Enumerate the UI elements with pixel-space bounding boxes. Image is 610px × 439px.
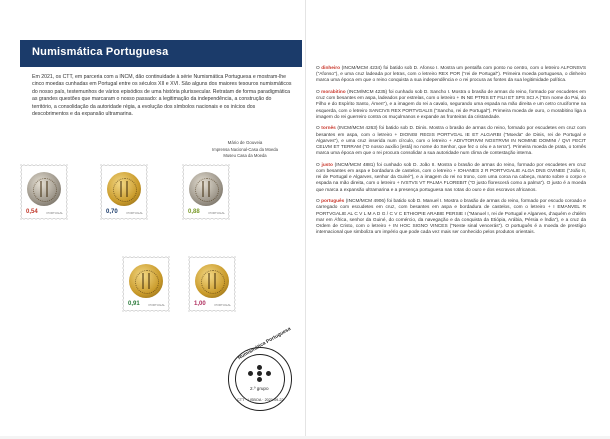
coin-image [195,264,229,298]
coin-name: tornês [321,126,336,132]
stamp-tornes [184,166,228,218]
coin-image [189,172,223,206]
coin-text: (INCM/MCM 4263) foi batido sob D. Dinis. Mostra o brasão de armas do reino, formado por escudetes em cruz com besantes em aspa, com o letreiro + DIONISI REGIS PORTVGAL IE ET ALGARBI ("Moeda" de Dinis, rei de Portugal e Algarves"), e uma cruz inserida num círculo, com o letreiro + ADIVTORIVM NOSTRVM IN NOMINE DOMINI / QVI FECIT CELVM ET TERRAM ("O nosso auxílio [está] no nome do Senhor, que fez o céu e a terra"). Primeira moeda de prata, o tornês marca uma época em que o rei procura consolidar a sua autoridade num clima de contestação interna. [316,126,587,157]
stamp-country: PORTUGAL [126,211,143,215]
postmark [228,325,292,411]
stamp-value: 1,00 [194,301,206,307]
postmark-dots-icon [248,365,272,383]
coin-name: português [321,199,345,205]
coin-name: justo [321,162,333,168]
postmark-group: 2.º grupo [250,386,269,391]
stamp-country: PORTUGAL [46,211,63,215]
signature-role: Imprensa Nacional-Casa da Moeda [212,147,278,153]
stamp-value: 0,88 [188,209,200,215]
coin-text: (INCM/MCM 4906) foi batido sob D. Manuel I. Mostra o brasão de armas do reino, formado por escudo coroado e carregado com escudetes em cruz, com besantes em aspa e bordadura de castelos, com o letreiro + I EMANVEL R PORTVGALIE AL C V L M A D G / C V C ETHIOPIE ARABIE PERSIE I ("Manuel I, rei de Portugal e Algarves, d'aquém e d'além mar em África, senhor da Guiné, do comércio, da navegação e da conquista da Etiópia, Arábia, Pérsia e Índia"), e a cruz da Ordem de Cristo, com o letreiro + IN HOC SIGNO VINCES ("Neste sinal vencerás"). O português é a moeda de prestígio internacional que simboliza um império que pode cada vez mais ser conhecido pelos produtos orientais. [316,199,586,236]
stamp-dinheiro [22,166,66,218]
coin-image [107,172,141,206]
stamp-value: 0,54 [26,209,38,215]
signature-role: Museu Casa da Moeda [223,152,267,158]
stamp-value: 0,91 [128,301,140,307]
coin-paragraph: O morabitino (INCM/MCM 4235) foi cunhado sob D. Sancho I. Mostra o brasão de armas do reino, formado por escudetes em cruz com besantes em aspa, ladeados por estrelas, com o letreiro + IN NE PTRIS ET FILII ET SPS SCI A ("Em nome do Pai, do Filho e do Espírito Santo, Ámen"), e a imagem do rei a cavalo, segurando uma espada na mão direita e um cetro cruciforme na esquerda, com o letreiro SANCIVS REX PORTVGALIS ("Sancho, rei de Portugal"). Primeira moeda de ouro, o morabitino liga a imagem do rei guerreiro contra os muçulmanos e expande as fronteiras da cristandade. [316,90,587,120]
coin-image [129,264,163,298]
stamp-country: PORTUGAL [208,211,225,215]
stamp-country: PORTUGAL [214,303,231,307]
coin-paragraph: O português (INCM/MCM 4906) foi batido sob D. Manuel I. Mostra o brasão de armas do reino, formado por escudo coroado e carregado com escudetes em cruz, com besantes em aspa e bordadura de castelos, com o letreiro + I EMANVEL R PORTVGALIE AL C V L M A D G / C V C ETHIOPIE ARABIE PERSIE I ("Manuel I, rei de Portugal e Algarves, d'aquém e d'além mar em África, senhor da Guiné, do comércio, da navegação e da conquista da Etiópia, Arábia, Pérsia e Índia"), e a cruz da Ordem de Cristo, com o letreiro + IN HOC SIGNO VINCES ("Neste sinal vencerás"). O português é a moeda de prestígio internacional que simboliza um império que pode cada vez mais ser conhecido pelos produtos orientais. [316,199,586,236]
stamp-morabitino [102,166,146,218]
coin-paragraph: O dinheiro (INCM/MCM 4234) foi batido sob D. Afonso I. Mostra um pentalfa com ponto no centro, com o letreiro ALFONSVS ("Afonso"), e uma cruz ladeada por letras, com o letreiro REX POR ("rei de Portugal"). Primeira moeda portuguesa, o dinheiro marca uma época em que o reino conquista a sua independência e o rei procura as fontes da sua legitimidade política. [316,66,587,84]
stamp-country: PORTUGAL [148,303,165,307]
coin-name: dinheiro [321,66,341,71]
coin-text: (INCM/MCM 4881) foi cunhado sob D. João II. Mostra o brasão de armas do reino, formado por escudetes em cruz com besantes em aspa e bordadura de castelos, com o letreiro + IOHANES 2 R PORTVGALIE ALGA DNS GVINEE ("João II, rei de Portugal e Algarves, senhor da Guiné"), e a imagem do rei no trono, com uma coroa na cabeça, manto sobre o corpo e espada na mão direita, com o letreiro + IVSTVS VT PALMA FLOREBIT ("O justo florescerá como a palma"). O justo é a moeda que marca a expansão ultramarina e a presença portuguesa nas rotas do ouro e dos escravos africanos. [316,162,587,193]
signature-block [200,140,290,158]
header-band [20,40,302,67]
signature-name: Mário de Gouveia [227,140,263,145]
page-title: Numismática Portuguesa [32,46,169,58]
coin-text: (INCM/MCM 4234) foi batido sob D. Afonso I. Mostra um pentalfa com ponto no centro, com o letreiro ALFONSVS ("Afonso"), e uma cruz ladeada por letras, com o letreiro REX POR ("rei de Portugal"). Primeira moeda portuguesa, o dinheiro marca uma época em que o reino conquista a sua independência e o rei procura as fontes da sua legitimidade política. [316,66,587,84]
coin-text: (INCM/MCM 4235) foi cunhado sob D. Sancho I. Mostra o brasão de armas do reino, formado por escudetes em cruz com besantes em aspa, ladeados por estrelas, com o letreiro + IN NE PTRIS ET FILII ET SPS SCI A ("Em nome do Pai, do Filho e do Espírito Santo, Ámen"), e a imagem do rei a cavalo, segurando uma espada na mão direita e um cetro cruciforme na esquerda, com o letreiro SANCIVS REX PORTVGALIS ("Sancho, rei de Portugal"). Primeira moeda de ouro, o morabitino liga a imagem do rei guerreiro contra os muçulmanos e expande as fronteiras da cristandade. [316,90,587,120]
stamp-value: 0,70 [106,209,118,215]
intro-text: Em 2021, os CTT, em parceria com a INCM, dão continuidade à série Numismática Portuguesa e mostram-lhe cinco moedas cunhadas em Portugal entre os séculos XII e XVI. São alguns dos maiores tesouros numismáticos do nosso país, testemunhos de vários episódios de uma história plurissecular. Retratam de forma paradigmática as grandes questões que marcaram o nosso passado: a legitimação da independência, a construção do território, a consolidação da autoridade régia, a evolução dos símbolos nacionais e os inícios dos descobrimentos e da expansão ultramarina. [32,74,292,118]
coin-name: morabitino [321,90,346,95]
page-fold [305,0,306,439]
coin-descriptions [316,66,586,242]
postmark-title: Numismática Portuguesa [237,325,292,362]
coin-paragraph: O tornês (INCM/MCM 4263) foi batido sob D. Dinis. Mostra o brasão de armas do reino, formado por escudetes em cruz com besantes em aspa, com o letreiro + DIONISI REGIS PORTVGAL IE ET ALGARBI ("Moeda" de Dinis, rei de Portugal e Algarves"), e uma cruz inserida num círculo, com o letreiro + ADIVTORIVM NOSTRVM IN NOMINE DOMINI / QVI FECIT CELVM ET TERRAM ("O nosso auxílio [está] no nome do Senhor, que fez o céu e a terra"). Primeira moeda de prata, o tornês marca uma época em que o rei procura consolidar a sua autoridade num clima de contestação interna. [316,126,587,157]
coin-image [27,172,61,206]
postmark-footer: CTT · LISBOA · 2021.09.22 [237,398,284,402]
coin-paragraph: O justo (INCM/MCM 4881) foi cunhado sob D. João II. Mostra o brasão de armas do reino, formado por escudetes em cruz com besantes em aspa e bordadura de castelos, com o letreiro + IOHANES 2 R PORTVGALIE ALGA DNS GVINEE ("João II, rei de Portugal e Algarves, senhor da Guiné"), e a imagem do rei no trono, com uma coroa na cabeça, manto sobre o corpo e espada na mão direita, com o letreiro + IVSTVS VT PALMA FLOREBIT ("O justo florescerá como a palma"). O justo é a moeda que marca a expansão ultramarina e a presença portuguesa nas rotas do ouro e dos escravos africanos. [316,162,587,193]
stamp-justo [124,258,168,310]
stamp-portugues [190,258,234,310]
